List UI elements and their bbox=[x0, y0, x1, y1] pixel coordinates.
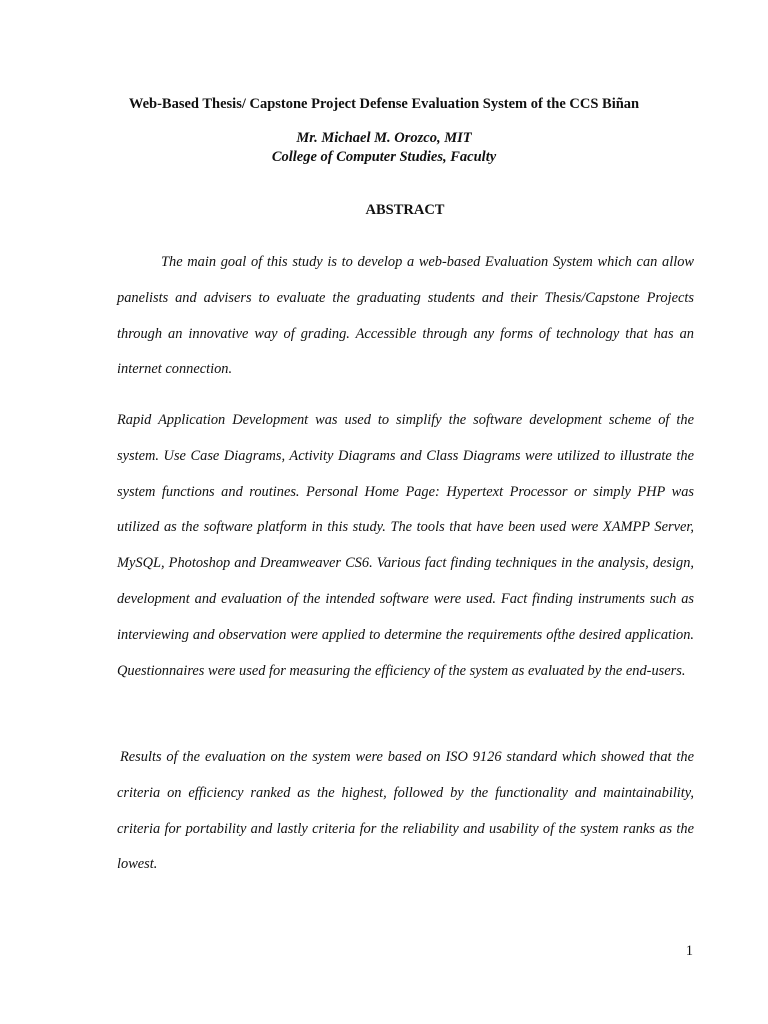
paper-title: Web-Based Thesis/ Capstone Project Defense Evaluation System of the CCS Biñan bbox=[128, 96, 640, 112]
abstract-paragraph-2: Rapid Application Development was used to simplify the software development scheme of the system. Use Case Diagrams, Activity Diagrams and Class Diagrams were utilized to illustrate the system functions and routines. Personal Home Page: Hypertext Processor or simply PHP was utilized as the software platform in this study. The tools that have been used were XAMPP Server, MySQL, Photoshop and Dreamweaver CS6. Various fact finding techniques in the analysis, design, development and evaluation of the intended software were used. Fact finding instruments such as interviewing and observation were applied to determine the requirements ofthe desired application. Questionnaires were used for measuring the efficiency of the system as evaluated by the end-users. bbox=[117, 412, 694, 679]
author-affiliation: College of Computer Studies, Faculty bbox=[271, 149, 497, 165]
abstract-heading: ABSTRACT bbox=[365, 202, 445, 218]
page-number: 1 bbox=[685, 943, 693, 959]
author-name: Mr. Michael M. Orozco, MIT bbox=[296, 130, 472, 146]
abstract-paragraph-1: The main goal of this study is to develop a web-based Evaluation System which can allow panelists and advisers to evaluate the graduating students and their Thesis/Capstone Projects through an innovative way of grading. Accessible through any forms of technology that has an internet connection. bbox=[117, 254, 694, 378]
abstract-paragraph-3: Results of the evaluation on the system were based on ISO 9126 standard which showed that the criteria on efficiency ranked as the highest, followed by the functionality and maintainability, criteria for portability and lastly criteria for the reliability and usability of the system ranks as the lowest. bbox=[117, 749, 694, 873]
author-block bbox=[0, 129, 768, 167]
